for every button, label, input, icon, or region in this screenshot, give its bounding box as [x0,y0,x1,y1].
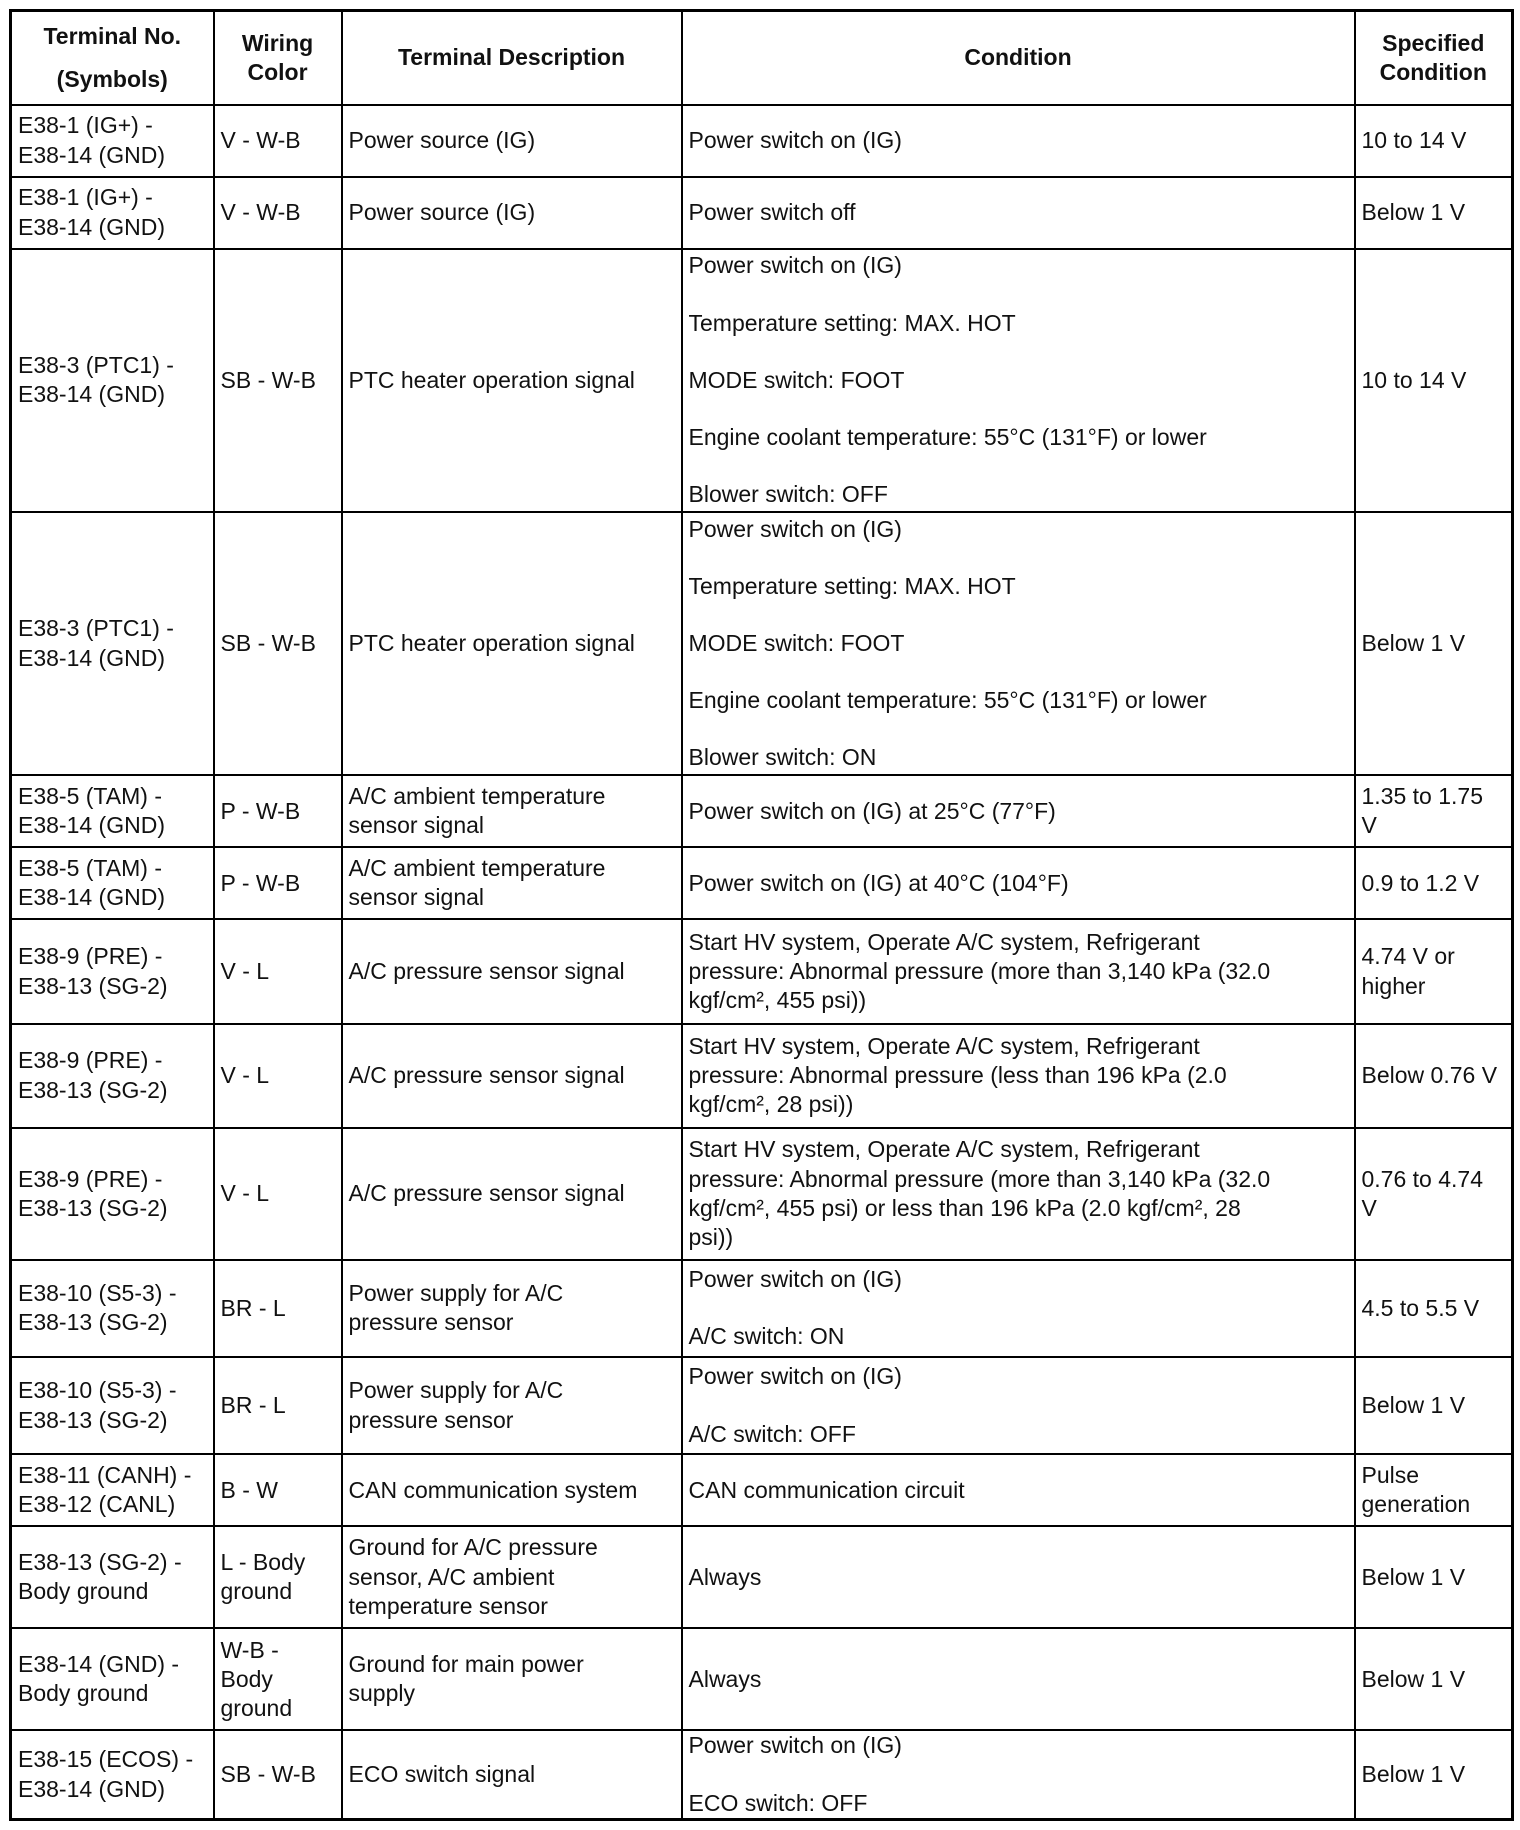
table-header-row [11,11,1513,105]
cell-condition: Power switch on (IG) at 40°C (104°F) [682,847,1355,919]
cell-terminal-description: PTC heater operation signal [342,249,682,512]
cell-condition: Start HV system, Operate A/C system, Refrigerant pressure: Abnormal pressure (more than 3,140 kPa (32.0 kgf/cm², 455 psi)) [682,919,1355,1023]
table-row [11,105,1513,177]
cell-terminal: E38-3 (PTC1) - E38-14 (GND) [11,249,214,512]
cell-condition: Power switch on (IG) Temperature setting: MAX. HOT MODE switch: FOOT Engine coolant temperature: 55°C (131°F) or lower Blower switch: OFF [682,249,1355,512]
table-row [11,1024,1513,1128]
cell-terminal: E38-5 (TAM) - E38-14 (GND) [11,775,214,847]
cell-condition: Power switch on (IG) ECO switch: OFF [682,1730,1355,1819]
cell-terminal: E38-10 (S5-3) - E38-13 (SG-2) [11,1260,214,1357]
table-row [11,1730,1513,1819]
cell-wiring-color: BR - L [214,1260,342,1357]
cell-terminal-description: CAN communication system [342,1454,682,1526]
cell-wiring-color: V - W-B [214,105,342,177]
cell-terminal-description: ECO switch signal [342,1730,682,1819]
cell-terminal: E38-1 (IG+) - E38-14 (GND) [11,105,214,177]
cell-specified-condition: Below 1 V [1355,1730,1513,1819]
cell-specified-condition: Below 1 V [1355,512,1513,775]
cell-wiring-color: BR - L [214,1357,342,1454]
table-row [11,512,1513,775]
terminal-spec-sheet [9,9,1511,1821]
cell-terminal-description: Power supply for A/C pressure sensor [342,1357,682,1454]
cell-wiring-color: P - W-B [214,847,342,919]
cell-terminal-description: A/C pressure sensor signal [342,1024,682,1128]
table-row [11,1454,1513,1526]
cell-terminal-description: A/C ambient temperature sensor signal [342,775,682,847]
cell-specified-condition: 10 to 14 V [1355,249,1513,512]
cell-specified-condition: Below 0.76 V [1355,1024,1513,1128]
cell-condition: Power switch on (IG) at 25°C (77°F) [682,775,1355,847]
cell-specified-condition: 4.74 V or higher [1355,919,1513,1023]
cell-terminal-description: PTC heater operation signal [342,512,682,775]
table-row [11,775,1513,847]
cell-wiring-color: P - W-B [214,775,342,847]
cell-terminal-description: Power source (IG) [342,177,682,249]
cell-specified-condition: Below 1 V [1355,1526,1513,1628]
cell-condition: Power switch on (IG) A/C switch: OFF [682,1357,1355,1454]
cell-terminal-description: Power supply for A/C pressure sensor [342,1260,682,1357]
cell-wiring-color: V - L [214,919,342,1023]
cell-wiring-color: W-B - Body ground [214,1628,342,1730]
cell-wiring-color: B - W [214,1454,342,1526]
cell-wiring-color: V - W-B [214,177,342,249]
table-row [11,1628,1513,1730]
cell-terminal: E38-5 (TAM) - E38-14 (GND) [11,847,214,919]
cell-terminal-description: A/C pressure sensor signal [342,1128,682,1260]
cell-terminal-description: Ground for A/C pressure sensor, A/C ambient temperature sensor [342,1526,682,1628]
header-terminal: Terminal No. (Symbols) [11,11,214,105]
cell-terminal: E38-9 (PRE) - E38-13 (SG-2) [11,1024,214,1128]
table-row [11,1357,1513,1454]
table-row [11,1526,1513,1628]
cell-terminal: E38-9 (PRE) - E38-13 (SG-2) [11,919,214,1023]
cell-condition: Power switch on (IG) Temperature setting: MAX. HOT MODE switch: FOOT Engine coolant temperature: 55°C (131°F) or lower Blower switch: ON [682,512,1355,775]
header-condition: Condition [682,11,1355,105]
cell-condition: Power switch on (IG) [682,105,1355,177]
cell-terminal: E38-13 (SG-2) - Body ground [11,1526,214,1628]
cell-condition: Always [682,1526,1355,1628]
header-wiring-color: Wiring Color [214,11,342,105]
table-row [11,847,1513,919]
cell-specified-condition: 4.5 to 5.5 V [1355,1260,1513,1357]
table-row [11,1128,1513,1260]
cell-wiring-color: L - Body ground [214,1526,342,1628]
cell-specified-condition: Pulse generation [1355,1454,1513,1526]
cell-specified-condition: 1.35 to 1.75 V [1355,775,1513,847]
cell-specified-condition: 0.76 to 4.74 V [1355,1128,1513,1260]
cell-terminal-description: Power source (IG) [342,105,682,177]
cell-wiring-color: SB - W-B [214,249,342,512]
cell-specified-condition: Below 1 V [1355,177,1513,249]
cell-wiring-color: V - L [214,1024,342,1128]
cell-specified-condition: Below 1 V [1355,1357,1513,1454]
header-specified-condition: Specified Condition [1355,11,1513,105]
cell-specified-condition: 0.9 to 1.2 V [1355,847,1513,919]
cell-terminal: E38-1 (IG+) - E38-14 (GND) [11,177,214,249]
cell-condition: Start HV system, Operate A/C system, Refrigerant pressure: Abnormal pressure (more than 3,140 kPa (32.0 kgf/cm², 455 psi) or less than 196 kPa (2.0 kgf/cm², 28 psi)) [682,1128,1355,1260]
cell-terminal-description: A/C ambient temperature sensor signal [342,847,682,919]
cell-terminal: E38-10 (S5-3) - E38-13 (SG-2) [11,1357,214,1454]
cell-wiring-color: SB - W-B [214,1730,342,1819]
cell-terminal: E38-15 (ECOS) - E38-14 (GND) [11,1730,214,1819]
header-terminal-description: Terminal Description [342,11,682,105]
cell-condition: Power switch off [682,177,1355,249]
cell-condition: CAN communication circuit [682,1454,1355,1526]
table-row [11,177,1513,249]
cell-condition: Always [682,1628,1355,1730]
cell-terminal-description: A/C pressure sensor signal [342,919,682,1023]
cell-specified-condition: 10 to 14 V [1355,105,1513,177]
cell-condition: Power switch on (IG) A/C switch: ON [682,1260,1355,1357]
table-row [11,1260,1513,1357]
cell-terminal: E38-11 (CANH) - E38-12 (CANL) [11,1454,214,1526]
cell-condition: Start HV system, Operate A/C system, Refrigerant pressure: Abnormal pressure (less than 196 kPa (2.0 kgf/cm², 28 psi)) [682,1024,1355,1128]
table-row [11,249,1513,512]
cell-specified-condition: Below 1 V [1355,1628,1513,1730]
table-row [11,919,1513,1023]
cell-terminal: E38-9 (PRE) - E38-13 (SG-2) [11,1128,214,1260]
cell-wiring-color: V - L [214,1128,342,1260]
terminal-spec-table [9,9,1514,1821]
cell-terminal-description: Ground for main power supply [342,1628,682,1730]
cell-terminal: E38-3 (PTC1) - E38-14 (GND) [11,512,214,775]
cell-terminal: E38-14 (GND) - Body ground [11,1628,214,1730]
cell-wiring-color: SB - W-B [214,512,342,775]
